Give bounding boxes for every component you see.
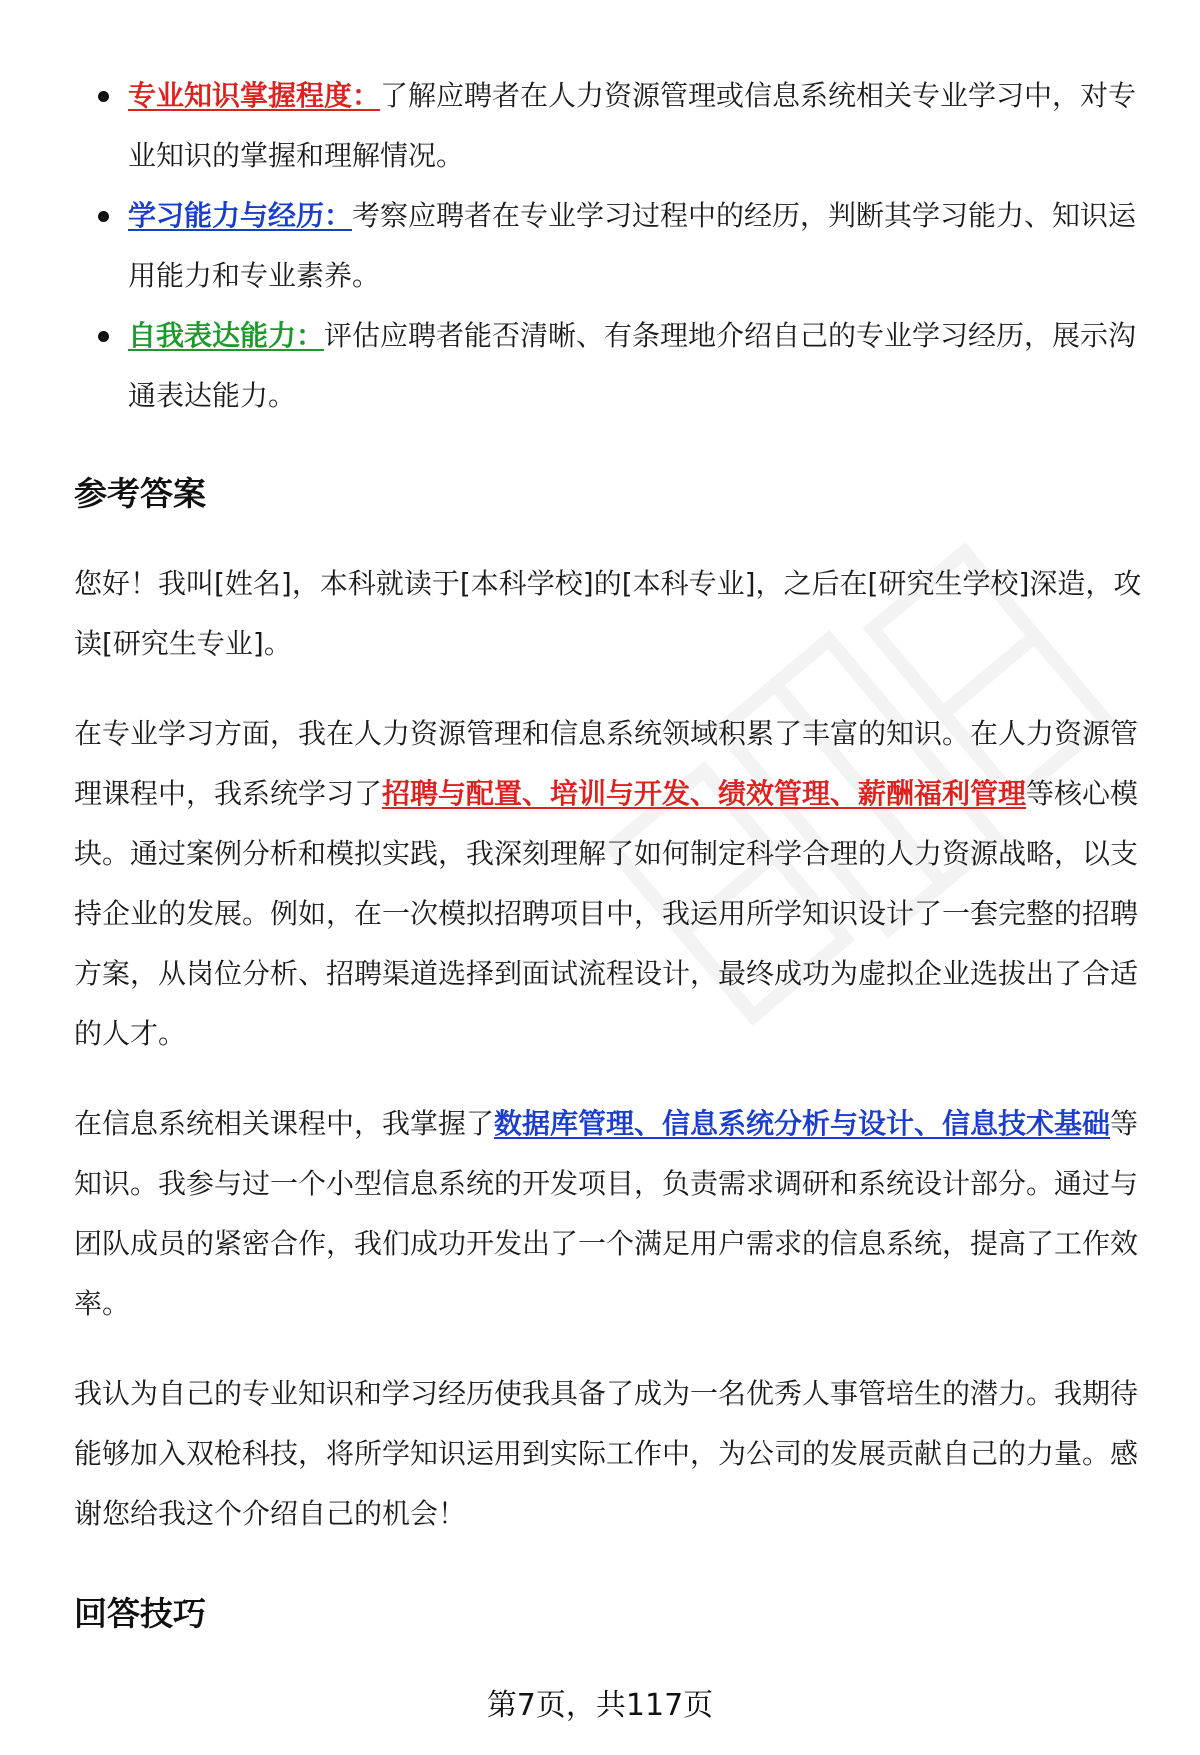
criteria-list xyxy=(74,66,1144,426)
paragraph-text: 等知识。我参与过一个小型信息系统的开发项目，负责需求调研和系统设计部分。通过与团队成员的紧密合作，我们成功开发出了一个满足用户需求的信息系统，提高了工作效率。 xyxy=(74,1107,1139,1320)
list-item xyxy=(74,66,1144,186)
section-title-answer-tips: 回答技巧 xyxy=(74,1594,206,1633)
answer-paragraph-3 xyxy=(74,1094,1146,1334)
criteria-label: 专业知识掌握程度： xyxy=(128,79,381,112)
paragraph-text: 在信息系统相关课程中，我掌握了 xyxy=(74,1107,495,1140)
answer-paragraph-4: 我认为自己的专业知识和学习经历使我具备了成为一名优秀人事管培生的潜力。我期待能够加入双枪科技，将所学知识运用到实际工作中，为公司的发展贡献自己的力量。感谢您给我这个介绍自己的机会！ xyxy=(74,1377,1139,1530)
criteria-label: 自我表达能力： xyxy=(128,319,325,352)
criteria-text: 评估应聘者能否清晰、有条理地介绍自己的专业学习经历，展示沟通表达能力。 xyxy=(128,319,1137,412)
criteria-text: 了解应聘者在人力资源管理或信息系统相关专业学习中，对专业知识的掌握和理解情况。 xyxy=(128,79,1137,172)
answer-paragraph-2 xyxy=(74,704,1146,1064)
criteria-text: 考察应聘者在专业学习过程中的经历，判断其学习能力、知识运用能力和专业素养。 xyxy=(128,199,1137,292)
paragraph-text: 在专业学习方面，我在人力资源管理和信息系统领域积累了丰富的知识。在人力资源管理课程中，我系统学习了 xyxy=(74,717,1139,810)
page-number: 第7页，共117页 xyxy=(486,1688,714,1723)
highlight-hr-modules: 招聘与配置、培训与开发、绩效管理、薪酬福利管理 xyxy=(382,777,1027,810)
highlight-is-courses: 数据库管理、信息系统分析与设计、信息技术基础 xyxy=(494,1107,1111,1140)
bullet-dot-icon xyxy=(98,211,109,222)
answer-paragraph-1: 您好！我叫[姓名]，本科就读于[本科学校]的[本科专业]，之后在[研究生学校]深造，攻读[研究生专业]。 xyxy=(74,567,1142,660)
bullet-dot-icon xyxy=(98,331,109,342)
bullet-dot-icon xyxy=(98,91,109,102)
list-item xyxy=(74,186,1144,306)
paragraph-text: 等核心模块。通过案例分析和模拟实践，我深刻理解了如何制定科学合理的人力资源战略，以支持企业的发展。例如，在一次模拟招聘项目中，我运用所学知识设计了一套完整的招聘方案，从岗位分析、招聘渠道选择到面试流程设计，最终成功为虚拟企业选拔出了合适的人才。 xyxy=(74,777,1139,1050)
list-item xyxy=(74,306,1144,426)
section-title-reference-answer: 参考答案 xyxy=(74,474,206,513)
criteria-label: 学习能力与经历： xyxy=(128,199,353,232)
